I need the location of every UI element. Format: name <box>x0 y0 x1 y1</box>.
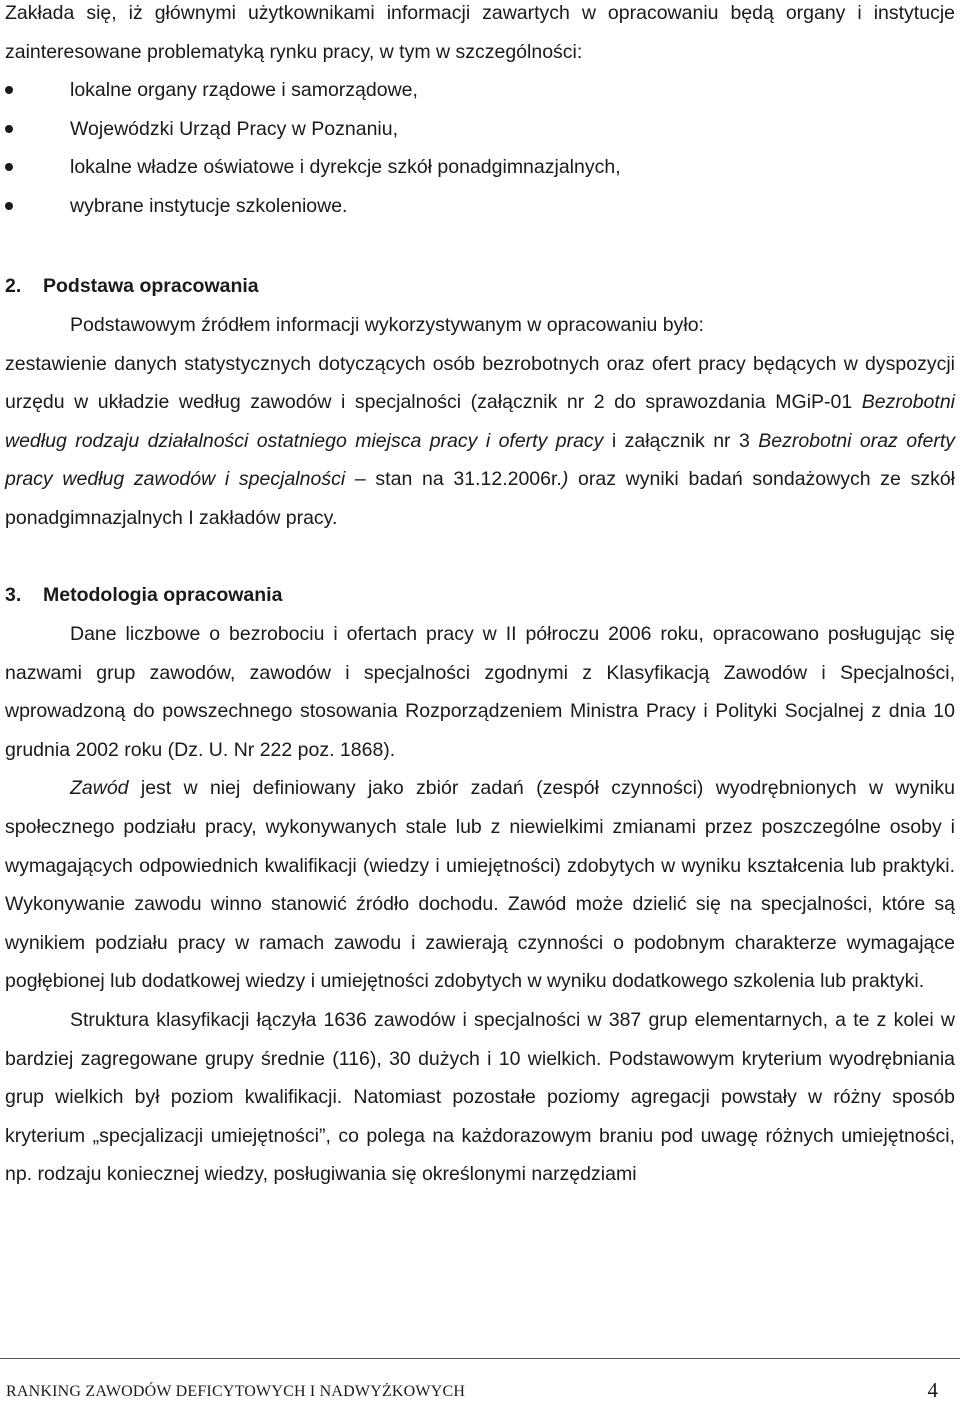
intro-paragraph: Zakłada się, iż głównymi użytkownikami informacji zawartych w opracowaniu będą organy i instytucje zainteresowane problematyką rynku pracy, w tym w szczególności: <box>5 2 955 63</box>
section-title: Metodologia opracowania <box>43 584 283 606</box>
page-number: 4 <box>927 1378 938 1402</box>
intro-bullet-list <box>5 71 955 225</box>
list-item: lokalne organy rządowe i samorządowe, <box>5 71 955 110</box>
section-2-body <box>5 306 955 538</box>
intro-block <box>5 0 955 226</box>
section-number: 3. <box>5 584 22 606</box>
section-3-paragraph-3: Struktura klasyfikacji łączyła 1636 zawodów i specjalności w 387 grup elementarnych, a te z kolei w bardziej zagregowane grupy średnie (116), 30 dużych i 10 wielkich. Podstawowym kryterium wyodrębniania grup wielkich był poziom kwalifikacji. Natomiast pozostałe poziomy agregacji powstały w różny sposób kryterium „specjalizacji umiejętności”, co polega na każdorazowym braniu pod uwagę różnych umiejętności, np. rodzaju koniecznej wiedzy, posługiwania się określonymi narzędziami <box>5 1008 955 1186</box>
footer-divider <box>0 1358 960 1359</box>
bullet-icon <box>5 163 13 171</box>
section-2-paragraph-2: zestawienie danych statystycznych dotyczących osób bezrobotnych oraz ofert pracy będących w dyspozycji urzędu w układzie według zawodów i specjalności (załącznik nr 2 do sprawozdania MGiP-01 Bezrobotni według rodzaju działalności ostatniego miejsca pracy i oferty pracy i załącznik nr 3 Bezrobotni oraz oferty pracy według zawodów i specjalności – stan na 31.12.2006r.) oraz wyniki badań sondażowych ze szkół ponadgimnazjalnych I zakładów pracy. <box>5 352 956 529</box>
defined-term: Zawód <box>70 777 129 800</box>
section-number: 2. <box>5 275 22 297</box>
footer-title: RANKING ZAWODÓW DEFICYTOWYCH I NADWYŻKOWYCH <box>6 1383 466 1400</box>
section-3-paragraph-1: Dane liczbowe o bezrobociu i ofertach pracy w II półroczu 2006 roku, opracowano posługując się nazwami grup zawodów, zawodów i specjalności zgodnymi z Klasyfikacją Zawodów i Specjalności, wprowadzoną do powszechnego stosowania Rozporządzeniem Ministra Pracy i Polityki Socjalnej z dnia 10 grudnia 2002 roku (Dz. U. Nr 222 poz. 1868). <box>5 623 955 761</box>
section-3-body <box>5 615 955 1194</box>
section-2-heading <box>5 267 259 306</box>
list-item: wybrane instytucje szkoleniowe. <box>5 187 955 226</box>
bullet-icon <box>5 125 13 133</box>
section-3-paragraph-2: Zawód jest w niej definiowany jako zbiór zadań (zespół czynności) wyodrębnionych w wyniku społecznego podziału pracy, wykonywanych stale lub z niewielkimi zmianami przez poszczególne osoby i wymagających odpowiednich kwalifikacji (wiedzy i umiejętności) zdobytych w wyniku kształcenia lub praktyki. Wykonywanie zawodu winno stanowić źródło dochodu. Zawód może dzielić się na specjalności, które są wynikiem podziału pracy w ramach zawodu i zawierają czynności o podobnym charakterze wymagające pogłębionej lub dodatkowej wiedzy i umiejętności zdobytych w wyniku dodatkowego szkolenia lub praktyki. <box>5 777 955 993</box>
section-3-heading <box>5 576 282 615</box>
bullet-icon <box>5 202 13 210</box>
bullet-icon <box>5 86 13 94</box>
list-item: Wojewódzki Urząd Pracy w Poznaniu, <box>5 110 955 149</box>
section-2-paragraph-1: Podstawowym źródłem informacji wykorzystywanym w opracowaniu było: <box>70 314 704 336</box>
list-item: lokalne władze oświatowe i dyrekcje szkół ponadgimnazjalnych, <box>5 148 955 187</box>
section-title: Podstawa opracowania <box>43 275 259 297</box>
